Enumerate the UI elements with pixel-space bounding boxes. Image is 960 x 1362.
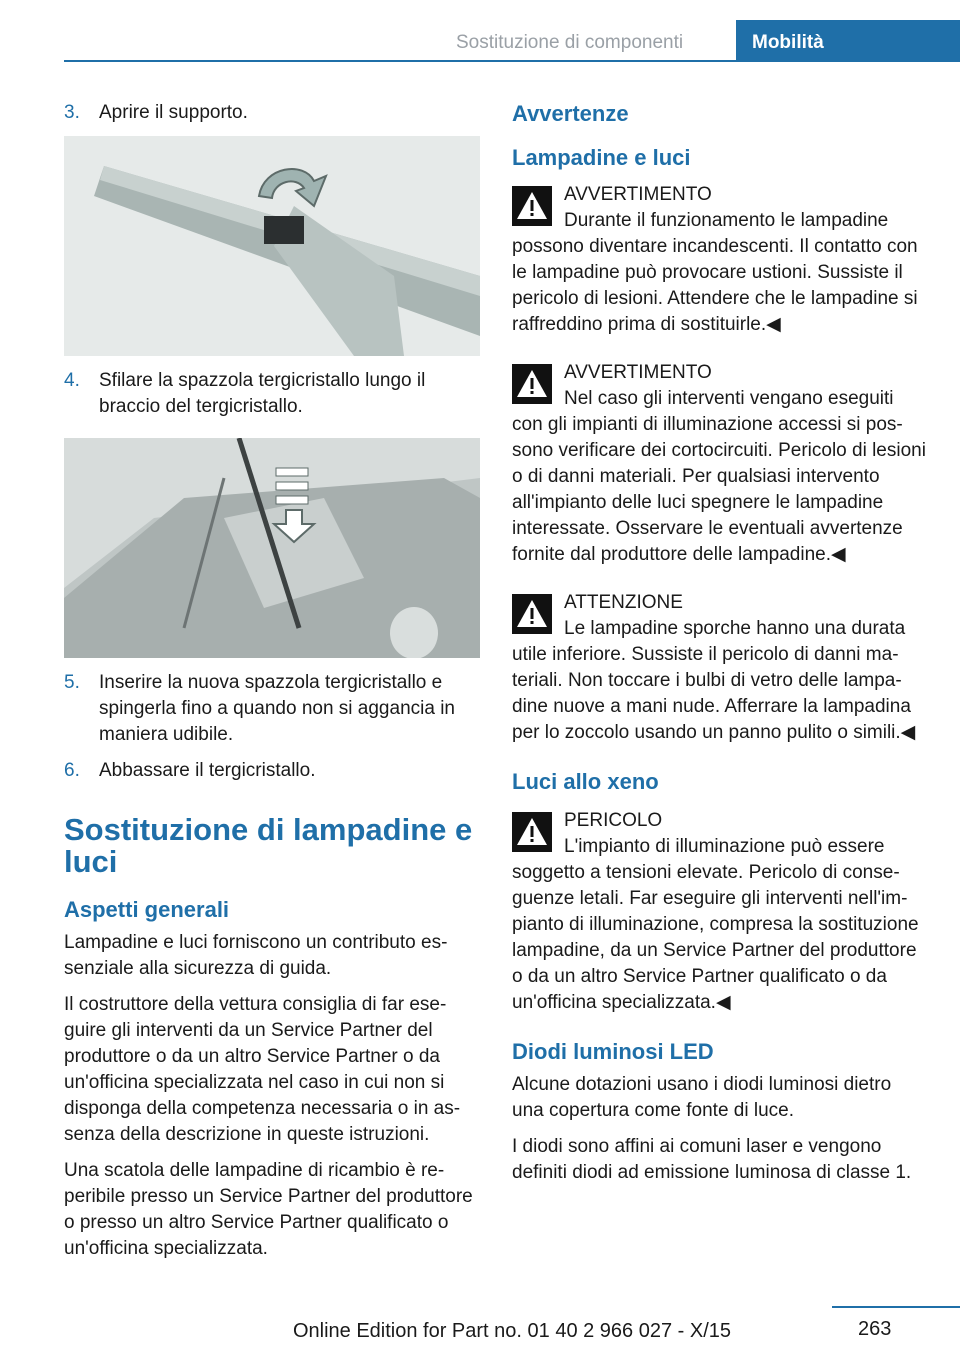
warning-text: Le lampadine sporche hanno una durata utile inferiore. Sussiste il pericolo di danni materiali. Non toccare i bulbi di vetro delle lampadine nuove a mani nude. Afferrare la lampadina per lo zoccolo usando un panno pulito o simili.◀ [512, 618, 916, 743]
header-chapter-tab [736, 20, 960, 62]
paragraph: Il costruttore della vettura consiglia di far eseguire gli interventi da un Service Partner del produttore o da un altro Service Partner o da un'officina specializzata nel caso in cui non si disponga della competenza necessaria o in assenza della descrizione in queste istruzioni. [64, 994, 461, 1145]
warning-block [512, 182, 928, 338]
danger-block [512, 808, 928, 1016]
step-number: 6. [64, 760, 80, 781]
warning-triangle-icon [512, 594, 552, 634]
subsection-heading: Luci allo xeno [512, 769, 659, 794]
warnings-heading: Avvertenze [512, 101, 629, 126]
paragraph: Lampadine e luci forniscono un contributo essenziale alla sicurezza di guida. [64, 932, 448, 979]
paragraph: Alcune dotazioni usano i diodi luminosi dietro una copertura come fonte di luce. [512, 1074, 892, 1121]
footer-edition: Online Edition for Part no. 01 40 2 966 027 - X/15 [292, 1320, 732, 1342]
paragraph: Una scatola delle lampadine di ricambio è reperibile presso un Service Partner del produttore o presso un altro Service Partner qualificato o un'officina specializzata. [64, 1160, 473, 1259]
step-number: 3. [64, 102, 80, 123]
step-6 [64, 758, 480, 784]
header-section-title: Sostituzione di componenti [456, 32, 684, 53]
step-text: Abbassare il tergicristallo. [99, 760, 316, 781]
step-3 [64, 100, 480, 126]
footer-rule [832, 1306, 960, 1308]
warning-title: AVVERTIMENTO [564, 362, 712, 383]
subsection-heading: Aspetti generali [64, 897, 230, 922]
warning-text: Durante il funzionamento le lampadine possono diventare incandescenti. Il contatto con le lampadine può provocare ustioni. Sussiste il pericolo di lesioni. Attendere che le lampadine si raffreddino prima di sostituirle.◀ [512, 210, 918, 335]
warning-text: Nel caso gli interventi vengano eseguiti con gli impianti di illuminazione accessi si possono verificare dei cortocircuiti. Pericolo di lesioni o di danni materiali. Per qualsiasi intervento all'impianto delle luci spegnere le lampadine interessate. Osservare le eventuali avvertenze fornite dal produttore delle lampadine.◀ [512, 388, 926, 565]
page-number: 263 [858, 1318, 892, 1340]
header-rule [64, 60, 960, 62]
step-text: Inserire la nuova spazzola tergicristallo e spingerla fino a quando non si aggancia in maniera udibile. [99, 672, 455, 745]
subsection-heading: Lampadine e luci [512, 145, 691, 170]
warning-title: ATTENZIONE [564, 592, 683, 613]
paragraph: I diodi sono affini ai comuni laser e vengono definiti diodi ad emissione luminosa di classe 1. [512, 1136, 912, 1183]
warning-title: AVVERTIMENTO [564, 184, 712, 205]
step-5 [64, 670, 480, 748]
warning-triangle-icon [512, 186, 552, 226]
wiper-holder-drawing [64, 136, 480, 356]
header-chapter-label: Mobilità [752, 32, 824, 53]
left-column [64, 100, 480, 1272]
step-4 [64, 368, 480, 420]
warning-triangle-icon [512, 812, 552, 852]
step-text: Aprire il supporto. [99, 102, 248, 123]
page-header [0, 0, 960, 62]
step-text: Sfilare la spazzola tergicristallo lungo il braccio del tergicristallo. [99, 370, 426, 417]
right-column [512, 100, 928, 1196]
warning-triangle-icon [512, 364, 552, 404]
caution-block [512, 590, 928, 746]
warning-text: L'impianto di illuminazione può essere soggetto a tensioni elevate. Pericolo di conseguenze letali. Far eseguire gli interventi nell'impianto di illuminazione, compresa la sostituzione lampadine, da un Service Partner del produttore o da un altro Service Partner qualificato o da un'officina specializzata.◀ [512, 836, 919, 1013]
wiper-holder-illustration [64, 136, 480, 356]
section-heading: Sostituzione di lampadine e luci [64, 812, 473, 879]
warning-block [512, 360, 928, 568]
step-number: 4. [64, 370, 80, 391]
warning-title: PERICOLO [564, 810, 663, 831]
windscreen-drawing [64, 438, 480, 658]
step-number: 5. [64, 672, 80, 693]
windscreen-wiper-illustration [64, 438, 480, 658]
subsection-heading: Diodi luminosi LED [512, 1039, 714, 1064]
